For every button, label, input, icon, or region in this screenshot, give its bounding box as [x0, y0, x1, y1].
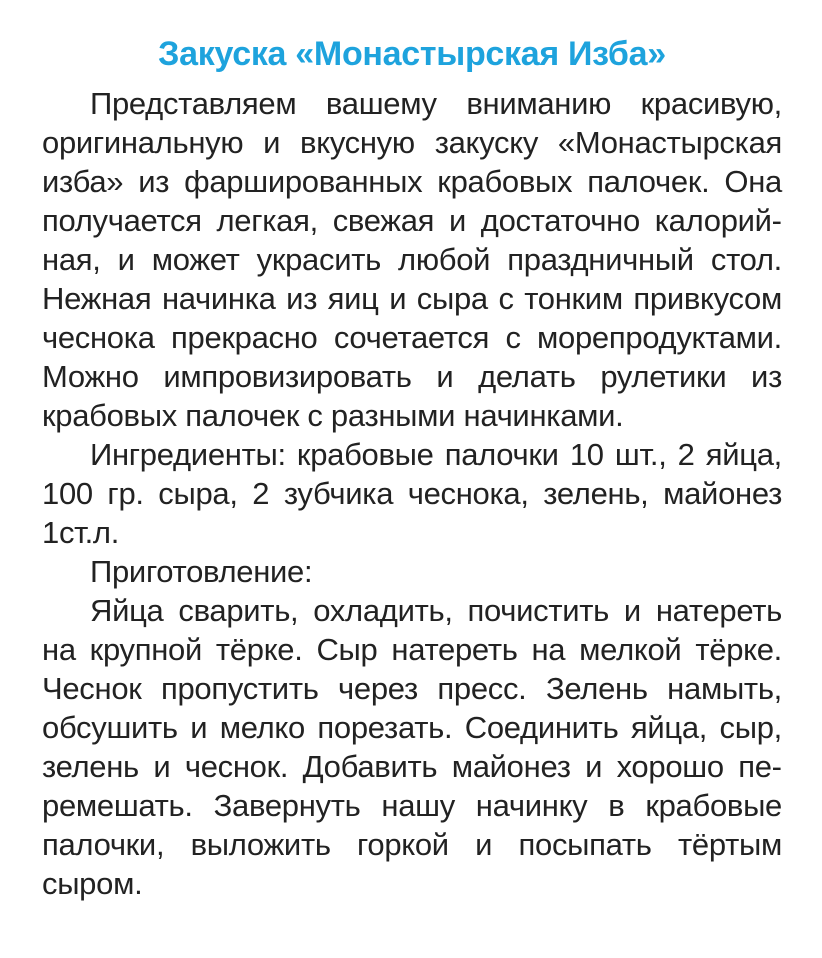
preparation-paragraph: Яйца сварить, охладить, почистить и натереть на крупной тёрке. Сыр натереть на мелкой тёрке. Чеснок пропустить через пресс. Зелень намыть, обсушить и мелко порезать. Соединить яйца, сыр, зелень и чеснок. Добавить майонез и хорошо перемешать. Завернуть нашу начинку в крабовые палочки, выложить горкой и посыпать тёртым сыром.: [42, 593, 782, 901]
preparation-heading: Приготовление:: [90, 554, 313, 589]
recipe-title: Закуска «Монастырская Изба»: [158, 35, 666, 73]
ingredients-paragraph: Ингредиенты: крабовые палочки 10 шт., 2 яйца, 100 гр. сыра, 2 зубчика чеснока, зелень, майонез 1ст.л.: [42, 437, 782, 550]
intro-paragraph: Представляем вашему вниманию красивую, оригинальную и вкусную закуску «Монастырская изба» из фаршированных крабовых палочек. Она получается легкая, свежая и достаточно калорийная, и может украсить любой праздничный стол. Нежная начинка из яиц и сыра с тонким привкусом чеснока прекрасно сочетается с морепродуктами. Можно импровизировать и делать рулетики из крабовых палочек с разными начинками.: [42, 86, 782, 433]
